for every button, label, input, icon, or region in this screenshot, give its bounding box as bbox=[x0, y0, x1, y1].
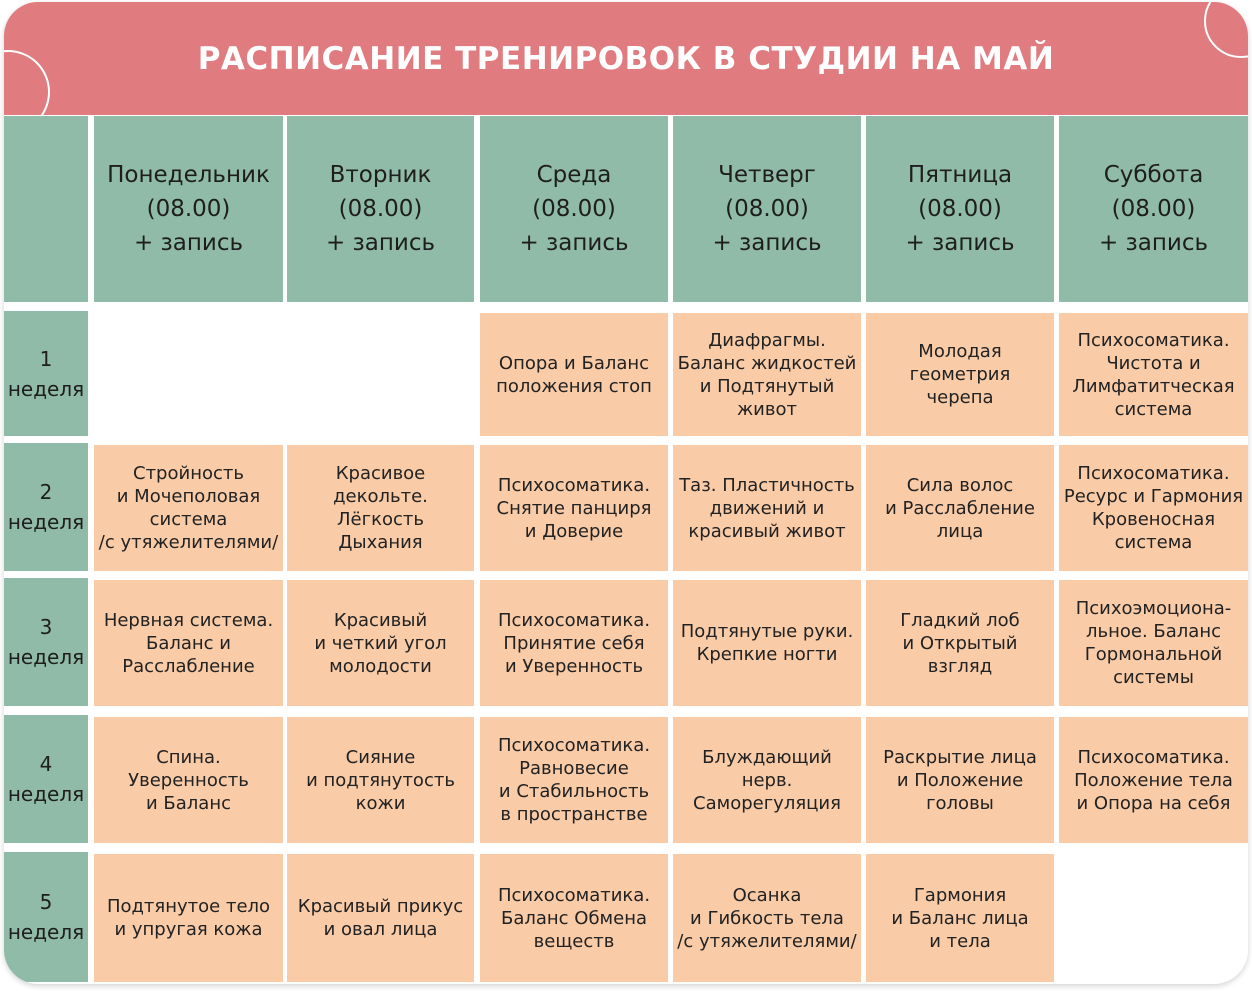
session-cell-text: Сила волос и Расслабление лица bbox=[885, 474, 1035, 542]
session-cell bbox=[94, 445, 283, 571]
session-cell-text: Психосоматика. Чистота и Лимфатитческая система bbox=[1072, 329, 1235, 420]
day-header-wednesday-text: Среда (08.00) + запись bbox=[519, 162, 629, 256]
schedule-card bbox=[4, 2, 1248, 984]
week-label-5-text: 5 неделя bbox=[7, 890, 85, 944]
session-cell-text: Молодая геометрия черепа bbox=[909, 341, 1011, 408]
session-cell bbox=[287, 580, 474, 706]
session-cell bbox=[866, 854, 1054, 982]
week-label-3 bbox=[4, 578, 88, 706]
session-cell-text: Спина. Уверенность и Баланс bbox=[128, 746, 249, 814]
header-banner bbox=[4, 2, 1248, 115]
session-cell bbox=[673, 313, 861, 436]
page-title: РАСПИСАНИЕ ТРЕНИРОВОК В СТУДИИ НА МАЙ bbox=[197, 40, 1055, 77]
session-cell-text: Психосоматика. Равновесие и Стабильность в пространстве bbox=[497, 735, 651, 825]
session-cell-text: Подтянутые руки. Крепкие ногти bbox=[680, 621, 854, 665]
session-cell bbox=[480, 445, 668, 571]
day-header-monday bbox=[94, 116, 283, 302]
session-cell-text: Красивый и четкий угол молодости bbox=[314, 609, 447, 677]
session-cell-text: Гладкий лоб и Открытый взгляд bbox=[900, 609, 1020, 677]
session-cell bbox=[287, 854, 474, 982]
session-cell bbox=[480, 580, 668, 706]
session-cell bbox=[480, 313, 668, 436]
session-cell-text: Раскрытие лица и Положение головы bbox=[883, 746, 1037, 814]
session-cell bbox=[287, 445, 474, 571]
session-cell bbox=[287, 717, 474, 843]
session-cell-text: Красивое декольте. Лёгкость Дыхания bbox=[333, 463, 428, 553]
session-cell bbox=[94, 717, 283, 843]
session-cell-text: Стройность и Мочеполовая система /с утяжелителями/ bbox=[98, 463, 279, 553]
session-cell-text: Нервная система. Баланс и Расслабление bbox=[103, 609, 274, 677]
week-label-1 bbox=[4, 311, 88, 436]
session-cell-text: Психосоматика. Ресурс и Гармония Кровеносная система bbox=[1063, 463, 1244, 553]
session-cell-text: Психосоматика. Баланс Обмена веществ bbox=[497, 884, 651, 952]
day-header-saturday-text: Суббота (08.00) + запись bbox=[1098, 162, 1209, 256]
session-cell bbox=[673, 580, 861, 706]
session-cell-text: Таз. Пластичность движений и красивый живот bbox=[679, 474, 855, 542]
session-cell-text: Сияние и подтянутость кожи bbox=[306, 746, 455, 814]
session-cell-text: Психоэмоциона- льное. Баланс Гормональной системы bbox=[1075, 598, 1232, 688]
day-header-monday-text: Понедельник (08.00) + запись bbox=[107, 162, 270, 256]
session-cell-text: Подтянутое тело и упругая кожа bbox=[106, 896, 271, 940]
session-cell bbox=[480, 854, 668, 982]
session-cell bbox=[1059, 313, 1248, 436]
day-header-saturday bbox=[1059, 116, 1248, 302]
empty-slot bbox=[287, 313, 474, 436]
session-cell-text: Опора и Баланс положения стоп bbox=[496, 352, 652, 397]
session-cell bbox=[1059, 445, 1248, 571]
week-label-3-text: 3 неделя bbox=[7, 615, 85, 669]
session-cell bbox=[1059, 580, 1248, 706]
empty-slot bbox=[94, 313, 283, 436]
session-cell-text: Осанка и Гибкость тела /с утяжелителями/ bbox=[677, 884, 857, 952]
corner-cell bbox=[4, 116, 88, 302]
session-cell bbox=[94, 580, 283, 706]
session-cell bbox=[673, 854, 861, 982]
week-label-2 bbox=[4, 443, 88, 571]
day-header-thursday-text: Четверг (08.00) + запись bbox=[712, 162, 822, 256]
day-header-friday-text: Пятница (08.00) + запись bbox=[905, 162, 1015, 256]
week-label-1-text: 1 неделя bbox=[7, 346, 85, 401]
session-cell bbox=[94, 854, 283, 982]
day-header-wednesday bbox=[480, 116, 668, 302]
session-cell bbox=[866, 313, 1054, 436]
day-header-thursday bbox=[673, 116, 861, 302]
session-cell bbox=[866, 445, 1054, 571]
session-cell-text: Красивый прикус и овал лица bbox=[297, 896, 464, 940]
empty-slot bbox=[1059, 854, 1248, 982]
session-cell-text: Психосоматика. Снятие панциря и Доверие bbox=[496, 474, 652, 542]
session-cell-text: Психосоматика. Положение тела и Опора на себя bbox=[1074, 746, 1233, 814]
session-cell-text: Диафрагмы. Баланс жидкостей и Подтянутый живот bbox=[677, 329, 857, 420]
session-cell-text: Гармония и Баланс лица и тела bbox=[891, 884, 1029, 952]
week-label-2-text: 2 неделя bbox=[7, 480, 85, 534]
session-cell bbox=[866, 717, 1054, 843]
session-cell-text: Блуждающий нерв. Саморегуляция bbox=[693, 746, 841, 814]
session-cell-text: Психосоматика. Принятие себя и Уверенность bbox=[497, 609, 651, 677]
day-header-tuesday-text: Вторник (08.00) + запись bbox=[325, 162, 436, 256]
session-cell bbox=[673, 717, 861, 843]
week-label-4-text: 4 неделя bbox=[7, 752, 85, 806]
session-cell bbox=[673, 445, 861, 571]
session-cell bbox=[480, 717, 668, 843]
session-cell bbox=[1059, 717, 1248, 843]
week-label-5 bbox=[4, 852, 88, 982]
session-cell bbox=[866, 580, 1054, 706]
day-header-tuesday bbox=[287, 116, 474, 302]
day-header-friday bbox=[866, 116, 1054, 302]
week-label-4 bbox=[4, 715, 88, 843]
